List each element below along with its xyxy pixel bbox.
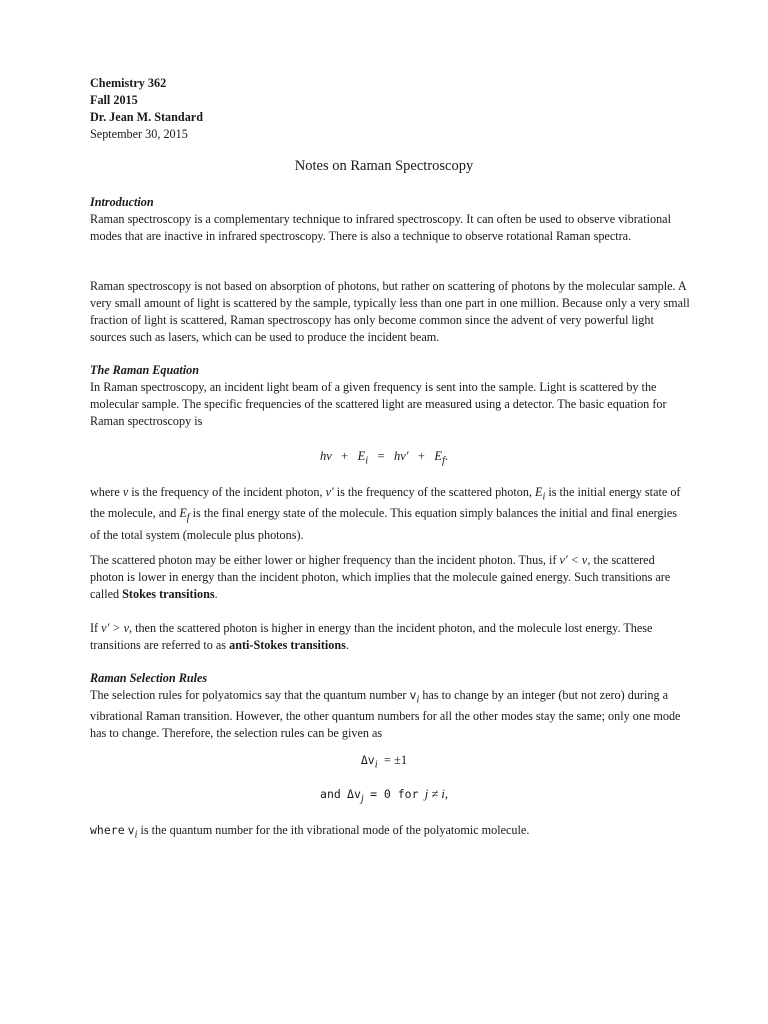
text-anti-stokes-desc: , then the scattered photon is higher in energy than the incident photon, and the molecule lost energy. These transitions are referred to as <box>90 621 653 652</box>
course-name: Chemistry 362 <box>90 76 167 90</box>
stokes-paragraph-block <box>90 552 690 603</box>
eq1-delta-v: Δv <box>360 753 375 767</box>
symbol-subscript-i: i <box>542 491 546 503</box>
eq-E-initial: E <box>357 449 366 463</box>
symbol-v: v <box>409 688 417 702</box>
text-initial-desc: is the initial energy state of the molecule, and <box>90 485 681 521</box>
text-quantum-number-desc: is the quantum number for the ith vibrational mode of the polyatomic molecule. <box>140 823 530 837</box>
text-where: where <box>90 485 120 499</box>
quantum-number-paragraph <box>90 822 690 843</box>
text-selection-desc: has to change by an integer (but not zero) during a vibrational Raman transition. However, the other quantum numbers for all the other modes stay the same; only one mode has to change. Therefore, the selection rules can be given as <box>90 688 681 741</box>
symbol-nu: ν <box>122 485 129 499</box>
selection-rule-equation-1 <box>0 752 768 774</box>
text-incident-desc: is the frequency of the incident photon, <box>131 485 323 499</box>
quantum-number-paragraph-block <box>90 822 690 843</box>
eq-subscript-i: i <box>365 455 369 467</box>
eq2-delta-v: Δv <box>347 787 361 801</box>
document-header <box>90 75 203 143</box>
eq-plus-1: + <box>341 449 349 463</box>
anti-stokes-paragraph <box>90 620 690 654</box>
text-stokes-end: . <box>214 587 218 601</box>
symbol-v-subscript-i: i <box>416 694 420 706</box>
symbol-subscript-f: f <box>186 512 190 524</box>
text-stokes-intro: The scattered photon may be either lower or higher frequency than the incident photon. Thus, if <box>90 553 557 567</box>
eq-plus-2: + <box>417 449 425 463</box>
stokes-paragraph <box>90 552 690 603</box>
raman-equation-paragraph-2 <box>90 484 690 544</box>
page-title: Notes on Raman Spectroscopy <box>294 158 474 174</box>
eq2-value: = 0 for <box>370 787 419 801</box>
text-stokes-desc: , the scattered photon is lower in energy than the incident photon, which implies that the molecule gained energy. Such transitions are called <box>90 553 671 601</box>
selection-rules-paragraph <box>90 687 690 742</box>
raman-equation-heading: The Raman Equation <box>90 363 200 377</box>
anti-stokes-inequality: ν′ > ν <box>101 621 129 635</box>
anti-stokes-term: anti-Stokes transitions <box>229 638 346 652</box>
raman-equation <box>0 448 768 470</box>
date: September 30, 2015 <box>90 127 188 141</box>
introduction-paragraph-1: Raman spectroscopy is a complementary technique to infrared spectroscopy. It can often be used to observe vibrational modes that are inactive in infrared spectroscopy. There is also a technique to observe rotational Raman spectra. <box>90 212 671 243</box>
eq2-and: and <box>320 787 341 801</box>
selection-rule-equation-2 <box>0 786 768 808</box>
text-anti-stokes-end: . <box>345 638 349 652</box>
eq-hv-prime: hν′ <box>393 449 409 463</box>
term: Fall 2015 <box>90 93 138 107</box>
instructor: Dr. Jean M. Standard <box>90 110 203 124</box>
eq1-subscript-i: i <box>374 759 378 771</box>
text-if: If <box>90 621 99 635</box>
eq-equals: = <box>377 449 385 463</box>
eq-hv: hν <box>319 449 332 463</box>
eq-period: . <box>444 449 448 463</box>
text-scattered-desc: is the frequency of the scattered photon, <box>336 485 532 499</box>
eq2-condition: j ≠ i <box>424 787 445 801</box>
introduction-paragraph-2: Raman spectroscopy is not based on absorption of photons, but rather on scattering of photons by the molecular sample. A very small amount of light is scattered by the sample, typically less than one part in one million. Because only a very small fraction of light is scattered, Raman spectroscopy has only become common since the advent of very powerful light sources such as lasers, which can be used to produce the incident beam. <box>90 279 690 344</box>
eq2-subscript-j: j <box>360 793 364 805</box>
symbol-nu-prime: ν′ <box>325 485 334 499</box>
selection-rules-heading: Raman Selection Rules <box>90 671 208 685</box>
stokes-term: Stokes transitions <box>122 587 215 601</box>
eq1-value: = ±1 <box>383 753 408 767</box>
introduction-heading: Introduction <box>90 195 154 209</box>
text-selection-intro: The selection rules for polyatomics say that the quantum number <box>90 688 407 702</box>
text-final-desc: is the final energy state of the molecule. This equation simply balances the initial and final energies of the total system (molecule plus photons). <box>90 506 677 542</box>
raman-equation-paragraph-1: In Raman spectroscopy, an incident light beam of a given frequency is sent into the sample. Light is scattered by the molecular sample. The specific frequencies of the scattered light are measured using a detector. The basic equation for Raman spectroscopy is <box>90 380 667 428</box>
text-where-2: where <box>90 823 125 837</box>
symbol-v-2: v <box>127 823 135 837</box>
eq2-comma: , <box>444 787 448 801</box>
anti-stokes-paragraph-block <box>90 620 690 654</box>
eq-subscript-f: f <box>441 455 445 467</box>
symbol-E-initial: E <box>535 485 543 499</box>
raman-equation-paragraph-2-block <box>90 484 690 544</box>
symbol-E-final: E <box>179 506 187 521</box>
selection-rules-section <box>90 670 690 742</box>
symbol-v-subscript-i-2: i <box>134 829 138 841</box>
raman-equation-section <box>90 362 690 430</box>
stokes-inequality: ν′ < ν <box>559 553 588 567</box>
introduction-paragraph-2-block <box>90 278 690 346</box>
introduction-section <box>90 194 690 245</box>
eq-E-final: E <box>434 449 442 463</box>
